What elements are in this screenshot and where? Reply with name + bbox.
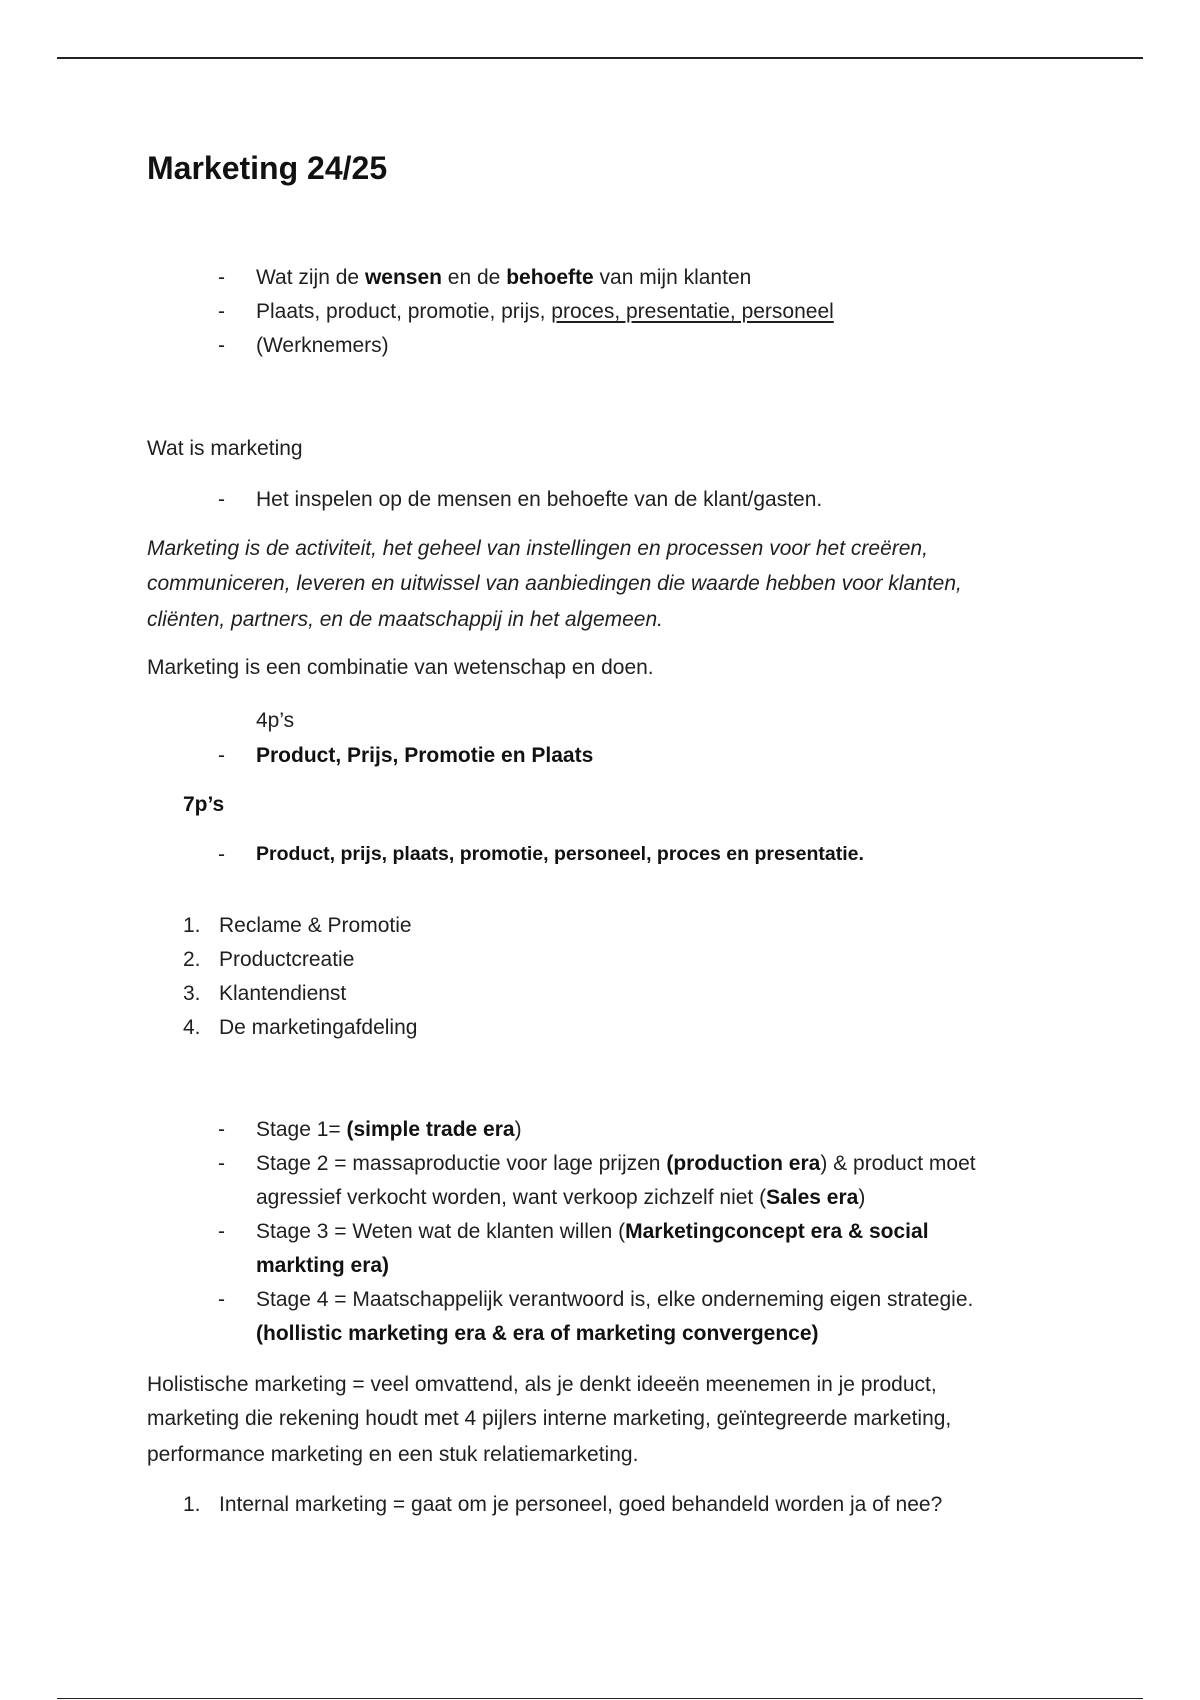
- bullet-dash: -: [218, 300, 225, 323]
- holistic-line-2: marketing die rekening houdt met 4 pijlers interne marketing, geïntegreerde marketing,: [147, 1407, 952, 1430]
- combination-text: Marketing is een combinatie van wetenschap en doen.: [147, 656, 654, 679]
- list-number: 3.: [183, 982, 201, 1005]
- list-item: Klantendienst: [219, 982, 347, 1005]
- bullet-dash: -: [218, 843, 225, 866]
- intro-bullet-3: (Werknemers): [256, 334, 389, 357]
- definition-line-3: cliënten, partners, en de maatschappij in het algemeen.: [147, 608, 663, 631]
- stage-3-line-1: Stage 3 = Weten wat de klanten willen (Marketingconcept era & social: [256, 1220, 929, 1243]
- holistic-line-1: Holistische marketing = veel omvattend, als je denkt ideeën meenemen in je product,: [147, 1373, 937, 1396]
- bullet-dash: -: [218, 488, 225, 511]
- four-p-label: 4p’s: [256, 709, 295, 732]
- bullet-dash: -: [218, 1118, 225, 1141]
- stage-2-line-1: Stage 2 = massaproductie voor lage prijzen (production era) & product moet: [256, 1152, 976, 1175]
- bullet-dash: -: [218, 1152, 225, 1175]
- four-p-bullet: Product, Prijs, Promotie en Plaats: [256, 744, 594, 767]
- section-heading-what-is: Wat is marketing: [147, 437, 303, 460]
- intro-bullet-1: Wat zijn de wensen en de behoefte van mijn klanten: [256, 266, 752, 289]
- stage-4-line-2: (hollistic marketing era & era of marketing convergence): [256, 1322, 819, 1345]
- bullet-dash: -: [218, 1220, 225, 1243]
- list-item: Productcreatie: [219, 948, 355, 971]
- page-title: Marketing 24/25: [147, 150, 388, 186]
- list-number: 1.: [183, 914, 201, 937]
- holistic-line-3: performance marketing en een stuk relatiemarketing.: [147, 1443, 639, 1466]
- top-rule: [57, 57, 1143, 59]
- list-number: 1.: [183, 1493, 201, 1516]
- stage-3-line-2: markting era): [256, 1254, 390, 1277]
- bullet-dash: -: [218, 1288, 225, 1311]
- stage-2-line-2: agressief verkocht worden, want verkoop zichzelf niet (Sales era): [256, 1186, 866, 1209]
- list-item: Reclame & Promotie: [219, 914, 412, 937]
- list-item: De marketingafdeling: [219, 1016, 418, 1039]
- bullet-dash: -: [218, 744, 225, 767]
- what-is-bullet: Het inspelen op de mensen en behoefte van de klant/gasten.: [256, 488, 823, 511]
- stage-4-line-1: Stage 4 = Maatschappelijk verantwoord is, elke onderneming eigen strategie.: [256, 1288, 974, 1311]
- definition-line-1: Marketing is de activiteit, het geheel van instellingen en processen voor het creëren,: [147, 537, 928, 560]
- bullet-dash: -: [218, 266, 225, 289]
- list-number: 2.: [183, 948, 201, 971]
- stage-1: Stage 1= (simple trade era): [256, 1118, 522, 1141]
- seven-p-bullet: Product, prijs, plaats, promotie, personeel, proces en presentatie.: [256, 843, 864, 865]
- internal-marketing-item: Internal marketing = gaat om je personeel, goed behandeld worden ja of nee?: [219, 1493, 943, 1516]
- seven-p-label: 7p’s: [183, 793, 225, 816]
- list-number: 4.: [183, 1016, 201, 1039]
- bullet-dash: -: [218, 334, 225, 357]
- intro-bullet-2: Plaats, product, promotie, prijs, proces, presentatie, personeel: [256, 300, 834, 323]
- definition-line-2: communiceren, leveren en uitwissel van aanbiedingen die waarde hebben voor klanten,: [147, 572, 962, 595]
- bottom-rule: [57, 1698, 1143, 1699]
